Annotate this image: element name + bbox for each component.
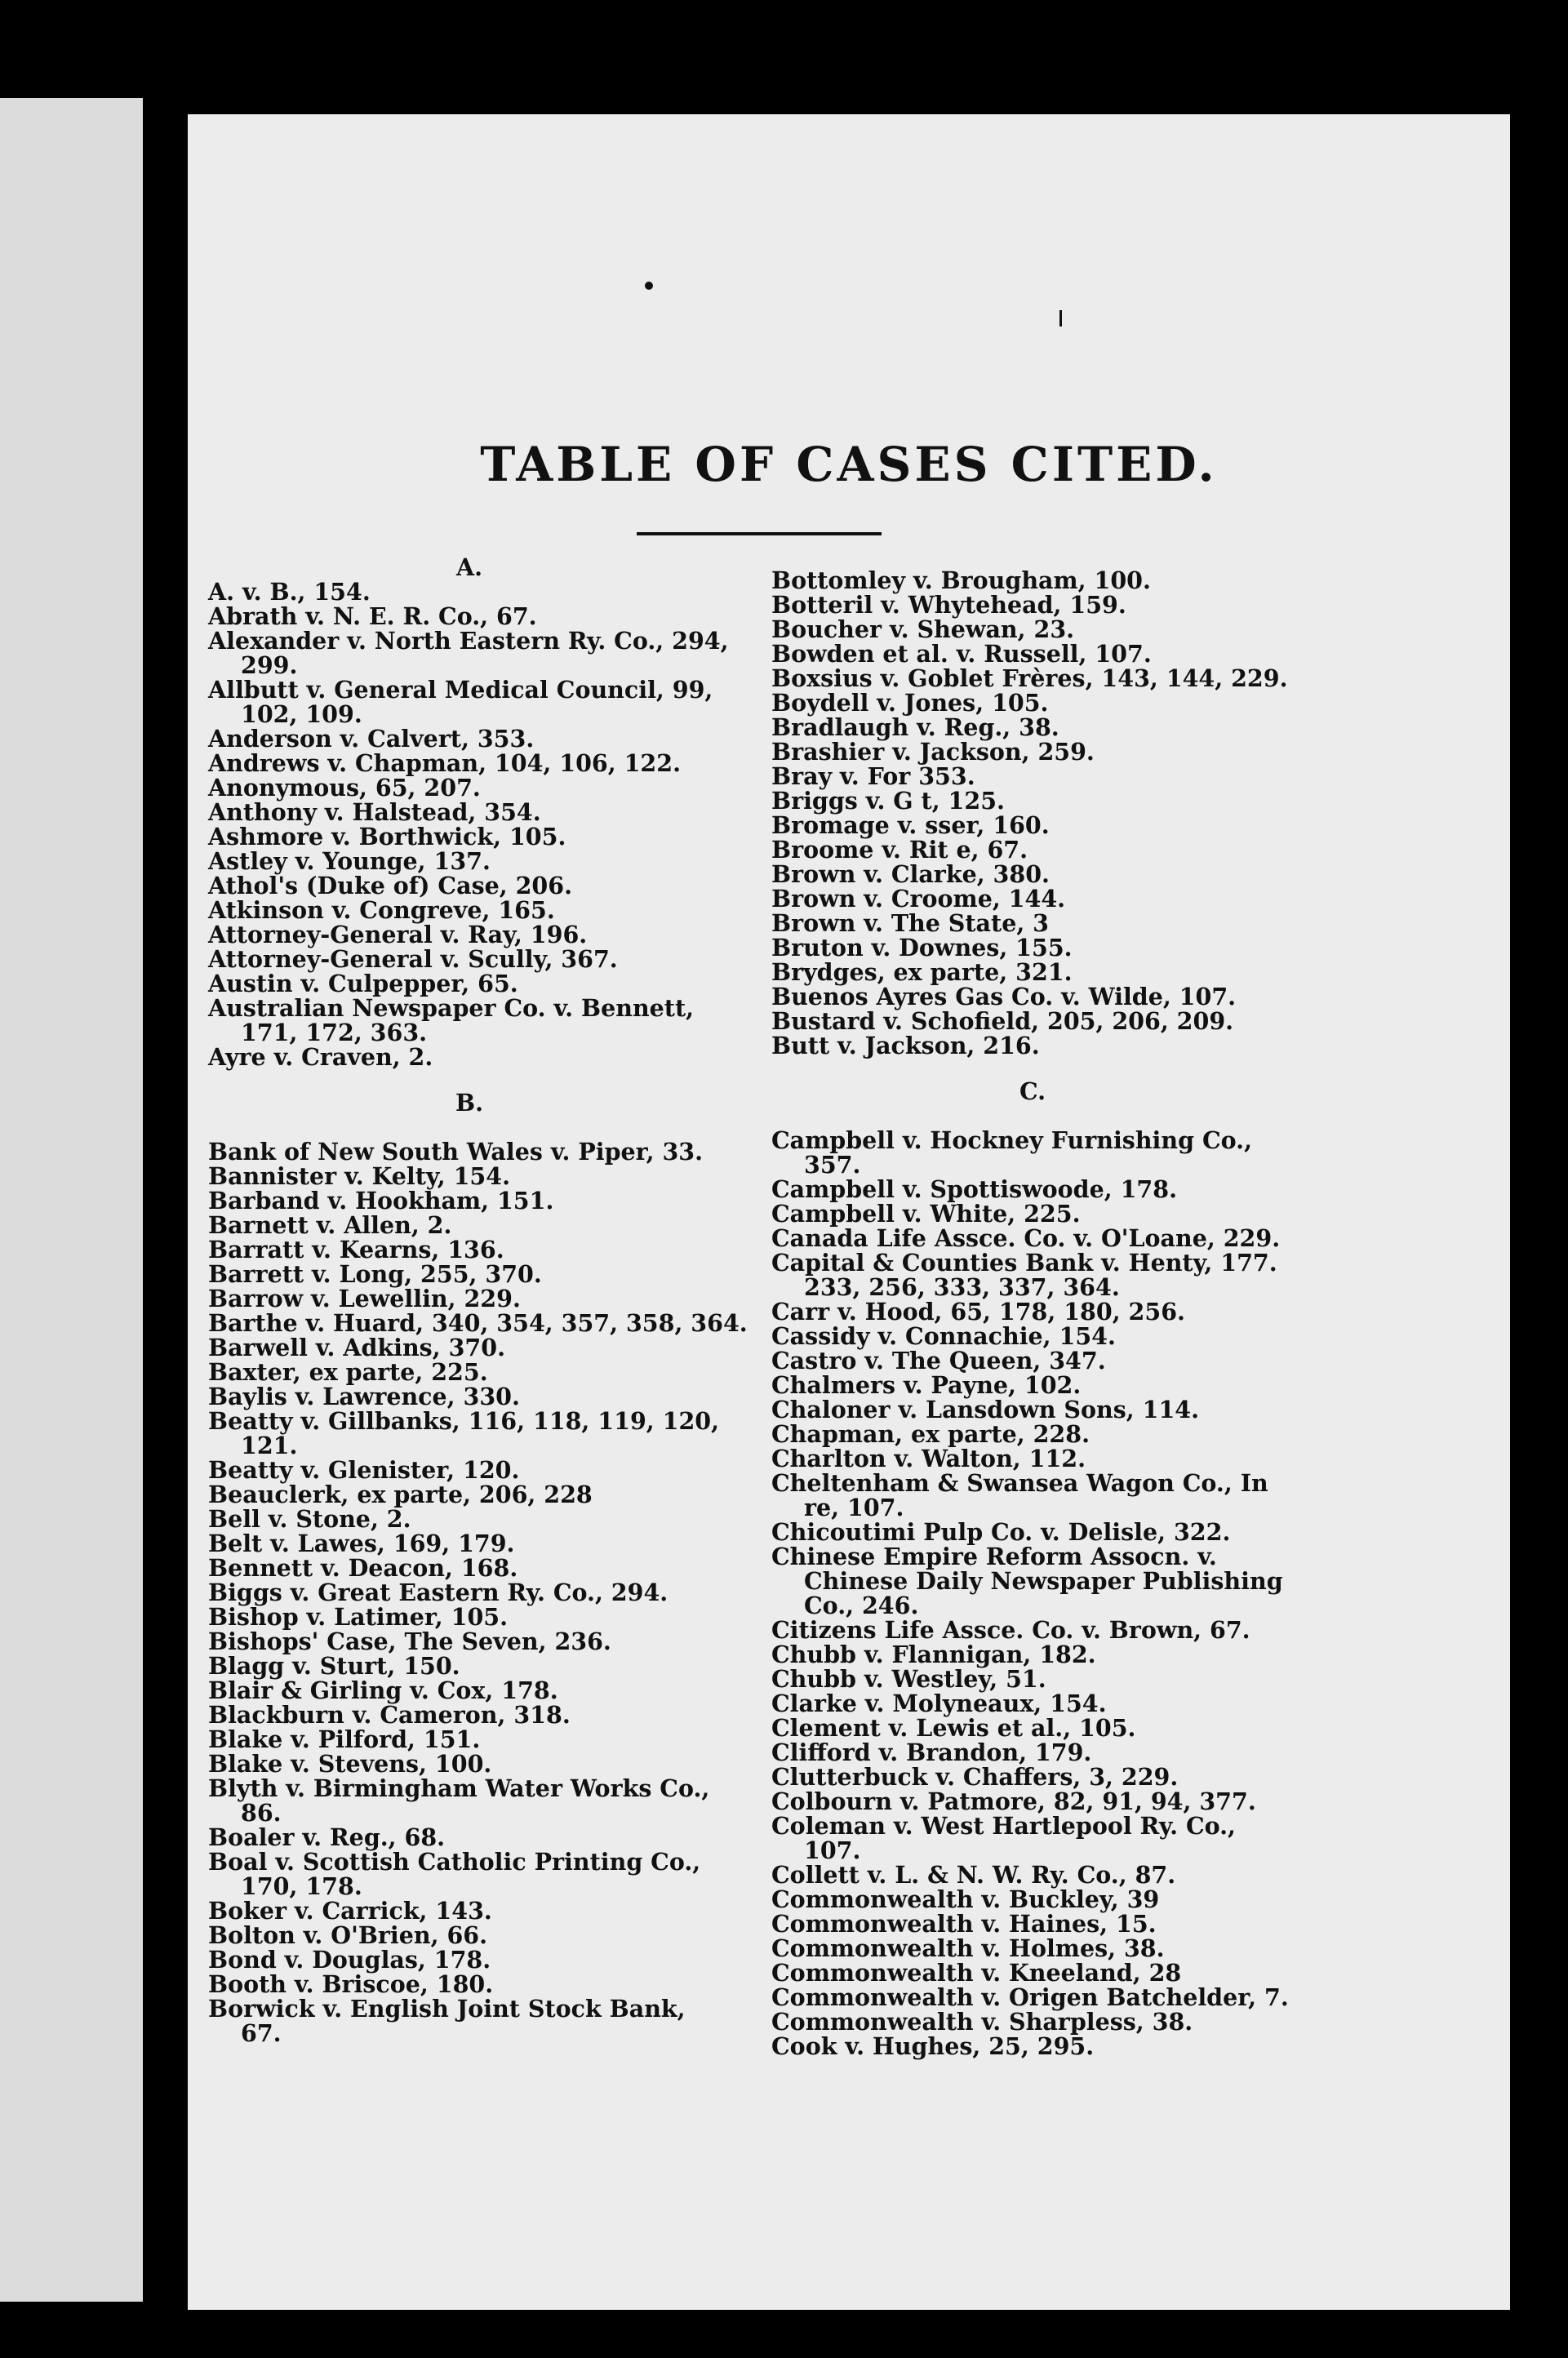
case-entry: Austin v. Culpepper, 65. — [208, 970, 518, 997]
case-entry: Barrow v. Lewellin, 229. — [208, 1285, 521, 1312]
entry-list-c — [771, 1128, 1294, 2058]
case-entry: Commonwealth v. Kneeland, 28 — [771, 1959, 1182, 1987]
case-entry: Baylis v. Lawrence, 330. — [208, 1383, 520, 1410]
title-rule — [637, 532, 882, 535]
case-entry: Bell v. Stone, 2. — [208, 1505, 411, 1533]
case-entry: Boker v. Carrick, 143. — [208, 1897, 492, 1925]
case-entry: Ashmore v. Borthwick, 105. — [208, 823, 566, 850]
case-entry: Biggs v. Great Eastern Ry. Co., 294. — [208, 1579, 669, 1606]
case-entry: Chaloner v. Lansdown Sons, 114. — [771, 1396, 1200, 1423]
case-entry: Beatty v. Glenister, 120. — [208, 1456, 520, 1484]
case-entry: Citizens Life Assce. Co. v. Brown, 67. — [771, 1616, 1250, 1644]
case-entry: Broome v. Rit e, 67. — [771, 836, 1028, 864]
case-entry: Barrett v. Long, 255, 370. — [208, 1260, 542, 1288]
case-entry: Athol's (Duke of) Case, 206. — [208, 872, 573, 899]
case-entry: Boal v. Scottish Catholic Printing Co., — [208, 1848, 701, 1876]
case-entry: Campbell v. Hockney Furnishing Co., — [771, 1126, 1252, 1154]
case-entry: Brashier v. Jackson, 259. — [771, 738, 1095, 766]
ink-dot — [645, 282, 653, 290]
case-entry: Bishops' Case, The Seven, 236. — [208, 1628, 611, 1655]
case-entry: Blagg v. Sturt, 150. — [208, 1652, 460, 1680]
case-entry: Blake v. Pilford, 151. — [208, 1725, 481, 1753]
case-entry: Barratt v. Kearns, 136. — [208, 1236, 504, 1263]
case-entry: Ayre v. Craven, 2. — [208, 1043, 433, 1071]
case-entry: Coleman v. West Hartlepool Ry. Co., — [771, 1812, 1236, 1840]
case-entry: Attorney-General v. Scully, 367. — [208, 945, 618, 973]
case-entry: Buenos Ayres Gas Co. v. Wilde, 107. — [771, 983, 1237, 1010]
case-entry: Boydell v. Jones, 105. — [771, 689, 1049, 717]
case-entry: Brown v. Clarke, 380. — [771, 860, 1050, 888]
case-entry: Chicoutimi Pulp Co. v. Delisle, 322. — [771, 1518, 1231, 1546]
section-heading-a: A. — [455, 553, 483, 581]
case-entry: Charlton v. Walton, 112. — [771, 1445, 1086, 1472]
case-entry: Campbell v. Spottiswoode, 178. — [771, 1175, 1177, 1203]
case-entry: Andrews v. Chapman, 104, 106, 122. — [208, 749, 682, 777]
case-entry: Borwick v. English Joint Stock Bank, — [208, 1995, 686, 2023]
case-entry: Barthe v. Huard, 340, 354, 357, 358, 364. — [208, 1309, 748, 1337]
case-entry: Collett v. L. & N. W. Ry. Co., 87. — [771, 1861, 1176, 1889]
case-entry: Anderson v. Calvert, 353. — [208, 725, 535, 753]
case-entry: Botteril v. Whytehead, 159. — [771, 591, 1126, 619]
case-entry: Boxsius v. Goblet Frères, 143, 144, 229. — [771, 664, 1288, 692]
case-entry: Astley v. Younge, 137. — [208, 847, 491, 875]
case-entry: Butt v. Jackson, 216. — [771, 1032, 1040, 1059]
case-entry: Bishop v. Latimer, 105. — [208, 1603, 509, 1631]
case-entry: Brown v. Croome, 144. — [771, 885, 1066, 913]
entry-list-b — [208, 1138, 748, 2047]
case-entry: Bruton v. Downes, 155. — [771, 934, 1073, 961]
ink-mark — [1059, 310, 1062, 326]
case-entry: Atkinson v. Congreve, 165. — [208, 896, 555, 924]
case-entry: Canada Life Assce. Co. v. O'Loane, 229. — [771, 1224, 1281, 1252]
case-entry: Chubb v. Flannigan, 182. — [771, 1641, 1096, 1668]
case-entry: Chapman, ex parte, 228. — [771, 1420, 1090, 1448]
case-entry: Castro v. The Queen, 347. — [771, 1347, 1106, 1374]
case-entry: Beatty v. Gillbanks, 116, 118, 119, 120, — [208, 1407, 720, 1435]
case-entry: Commonwealth v. Holmes, 38. — [771, 1934, 1165, 1962]
case-entry: Blair & Girling v. Cox, 178. — [208, 1676, 558, 1704]
case-entry: Anthony v. Halstead, 354. — [208, 798, 541, 826]
case-entry: Bradlaugh v. Reg., 38. — [771, 713, 1059, 741]
case-entry: Barband v. Hookham, 151. — [208, 1187, 554, 1215]
case-entry: Briggs v. G t, 125. — [771, 787, 1005, 815]
case-entry: Bottomley v. Brougham, 100. — [771, 566, 1151, 594]
case-entry: Brown v. The State, 3 — [771, 909, 1049, 937]
case-entry: Alexander v. North Eastern Ry. Co., 294, — [208, 627, 729, 655]
case-entry: 86. — [241, 1799, 282, 1827]
case-entry: Bolton v. O'Brien, 66. — [208, 1921, 488, 1949]
entry-list-a — [208, 580, 731, 1069]
section-heading-c: C. — [1019, 1077, 1046, 1105]
case-entry: Commonwealth v. Origen Batchelder, 7. — [771, 1983, 1289, 2011]
case-entry: Commonwealth v. Buckley, 39 — [771, 1885, 1160, 1913]
facing-page-edge — [0, 98, 143, 2302]
case-entry: Brydges, ex parte, 321. — [771, 958, 1073, 986]
case-entry: Bowden et al. v. Russell, 107. — [771, 640, 1152, 668]
case-entry: Barwell v. Adkins, 370. — [208, 1334, 505, 1361]
case-entry: Cook v. Hughes, 25, 295. — [771, 2032, 1095, 2060]
case-entry: Beauclerk, ex parte, 206, 228 — [208, 1481, 593, 1508]
case-entry: 357. — [804, 1151, 861, 1179]
case-entry: Commonwealth v. Sharpless, 38. — [771, 2008, 1193, 2036]
case-entry: 107. — [804, 1836, 861, 1864]
case-entry: re, 107. — [804, 1494, 904, 1521]
case-entry: Barnett v. Allen, 2. — [208, 1211, 452, 1239]
case-entry: 171, 172, 363. — [241, 1019, 428, 1046]
case-entry: Commonwealth v. Haines, 15. — [771, 1910, 1157, 1938]
case-entry: Bray v. For⁠ 353. — [771, 762, 975, 790]
case-entry: Chinese Daily Newspaper Publishing — [804, 1567, 1283, 1595]
case-entry: Clement v. Lewis et al., 105. — [771, 1714, 1136, 1742]
case-entry: Booth v. Briscoe, 180. — [208, 1970, 494, 1998]
case-entry: 121. — [241, 1432, 298, 1459]
case-entry: A. v. B., 154. — [208, 578, 371, 606]
case-entry: Cheltenham & Swansea Wagon Co., In — [771, 1469, 1268, 1497]
case-entry: Allbutt v. General Medical Council, 99, — [208, 676, 713, 704]
case-entry: Chinese Empire Reform Assocn. v. — [771, 1543, 1217, 1570]
case-entry: Clifford v. Brandon, 179. — [771, 1739, 1092, 1766]
case-entry: 170, 178. — [241, 1872, 362, 1900]
case-entry: 67. — [241, 2019, 282, 2047]
case-entry: 102, 109. — [241, 700, 362, 728]
case-entry: Blackburn v. Cameron, 318. — [208, 1701, 571, 1729]
case-entry: Chubb v. Westley, 51. — [771, 1665, 1046, 1693]
section-heading-b: B. — [455, 1089, 483, 1117]
case-entry: 233, 256, 333, 337, 364. — [804, 1273, 1120, 1301]
case-entry: Baxter, ex parte, 225. — [208, 1358, 488, 1386]
case-entry: 299. — [241, 651, 298, 679]
case-entry: Campbell v. White, 225. — [771, 1200, 1081, 1228]
case-entry: Blake v. Stevens, 100. — [208, 1750, 492, 1778]
case-entry: Chalmers v. Payne, 102. — [771, 1371, 1082, 1399]
case-entry: Boucher v. Shewan, 23. — [771, 615, 1075, 643]
case-entry: Bustard v. Schofield, 205, 206, 209. — [771, 1007, 1234, 1035]
case-entry: Attorney-General v. Ray, 196. — [208, 921, 588, 948]
left-column — [208, 553, 748, 2047]
case-entry: Anonymous, 65, 207. — [208, 774, 481, 802]
case-entry: Bromage v. sser, 160. — [771, 811, 1050, 839]
case-entry: Clarke v. Molyneaux, 154. — [771, 1690, 1107, 1717]
case-entry: Belt v. Lawes, 169, 179. — [208, 1530, 515, 1557]
case-entry: Bank of New South Wales v. Piper, 33. — [208, 1138, 704, 1166]
case-entry: Blyth v. Birmingham Water Works Co., — [208, 1774, 710, 1802]
right-column — [771, 568, 1294, 2058]
case-entry: Clutterbuck v. Chaffers, 3, 229. — [771, 1763, 1179, 1791]
case-entry: Bond v. Douglas, 178. — [208, 1946, 491, 1974]
case-entry: Abrath v. N. E. R. Co., 67. — [208, 602, 537, 630]
case-entry: Carr v. Hood, 65, 178, 180, 256. — [771, 1298, 1185, 1326]
book-page — [188, 114, 1510, 2310]
case-entry: Bannister v. Kelty, 154. — [208, 1162, 510, 1190]
case-entry: Cassidy v. Connachie, 154. — [771, 1322, 1116, 1350]
page-title: TABLE OF CASES CITED. — [480, 437, 1218, 492]
case-entry: Boaler v. Reg., 68. — [208, 1823, 446, 1851]
case-entry: Australian Newspaper Co. v. Bennett, — [208, 994, 695, 1022]
case-entry: Capital & Counties Bank v. Henty, 177. — [771, 1249, 1277, 1277]
case-entry: Co., 246. — [804, 1592, 919, 1619]
case-entry: Bennett v. Deacon, 168. — [208, 1554, 518, 1582]
entry-list-b-continued — [771, 568, 1294, 1058]
case-entry: Colbourn v. Patmore, 82, 91, 94, 377. — [771, 1787, 1256, 1815]
